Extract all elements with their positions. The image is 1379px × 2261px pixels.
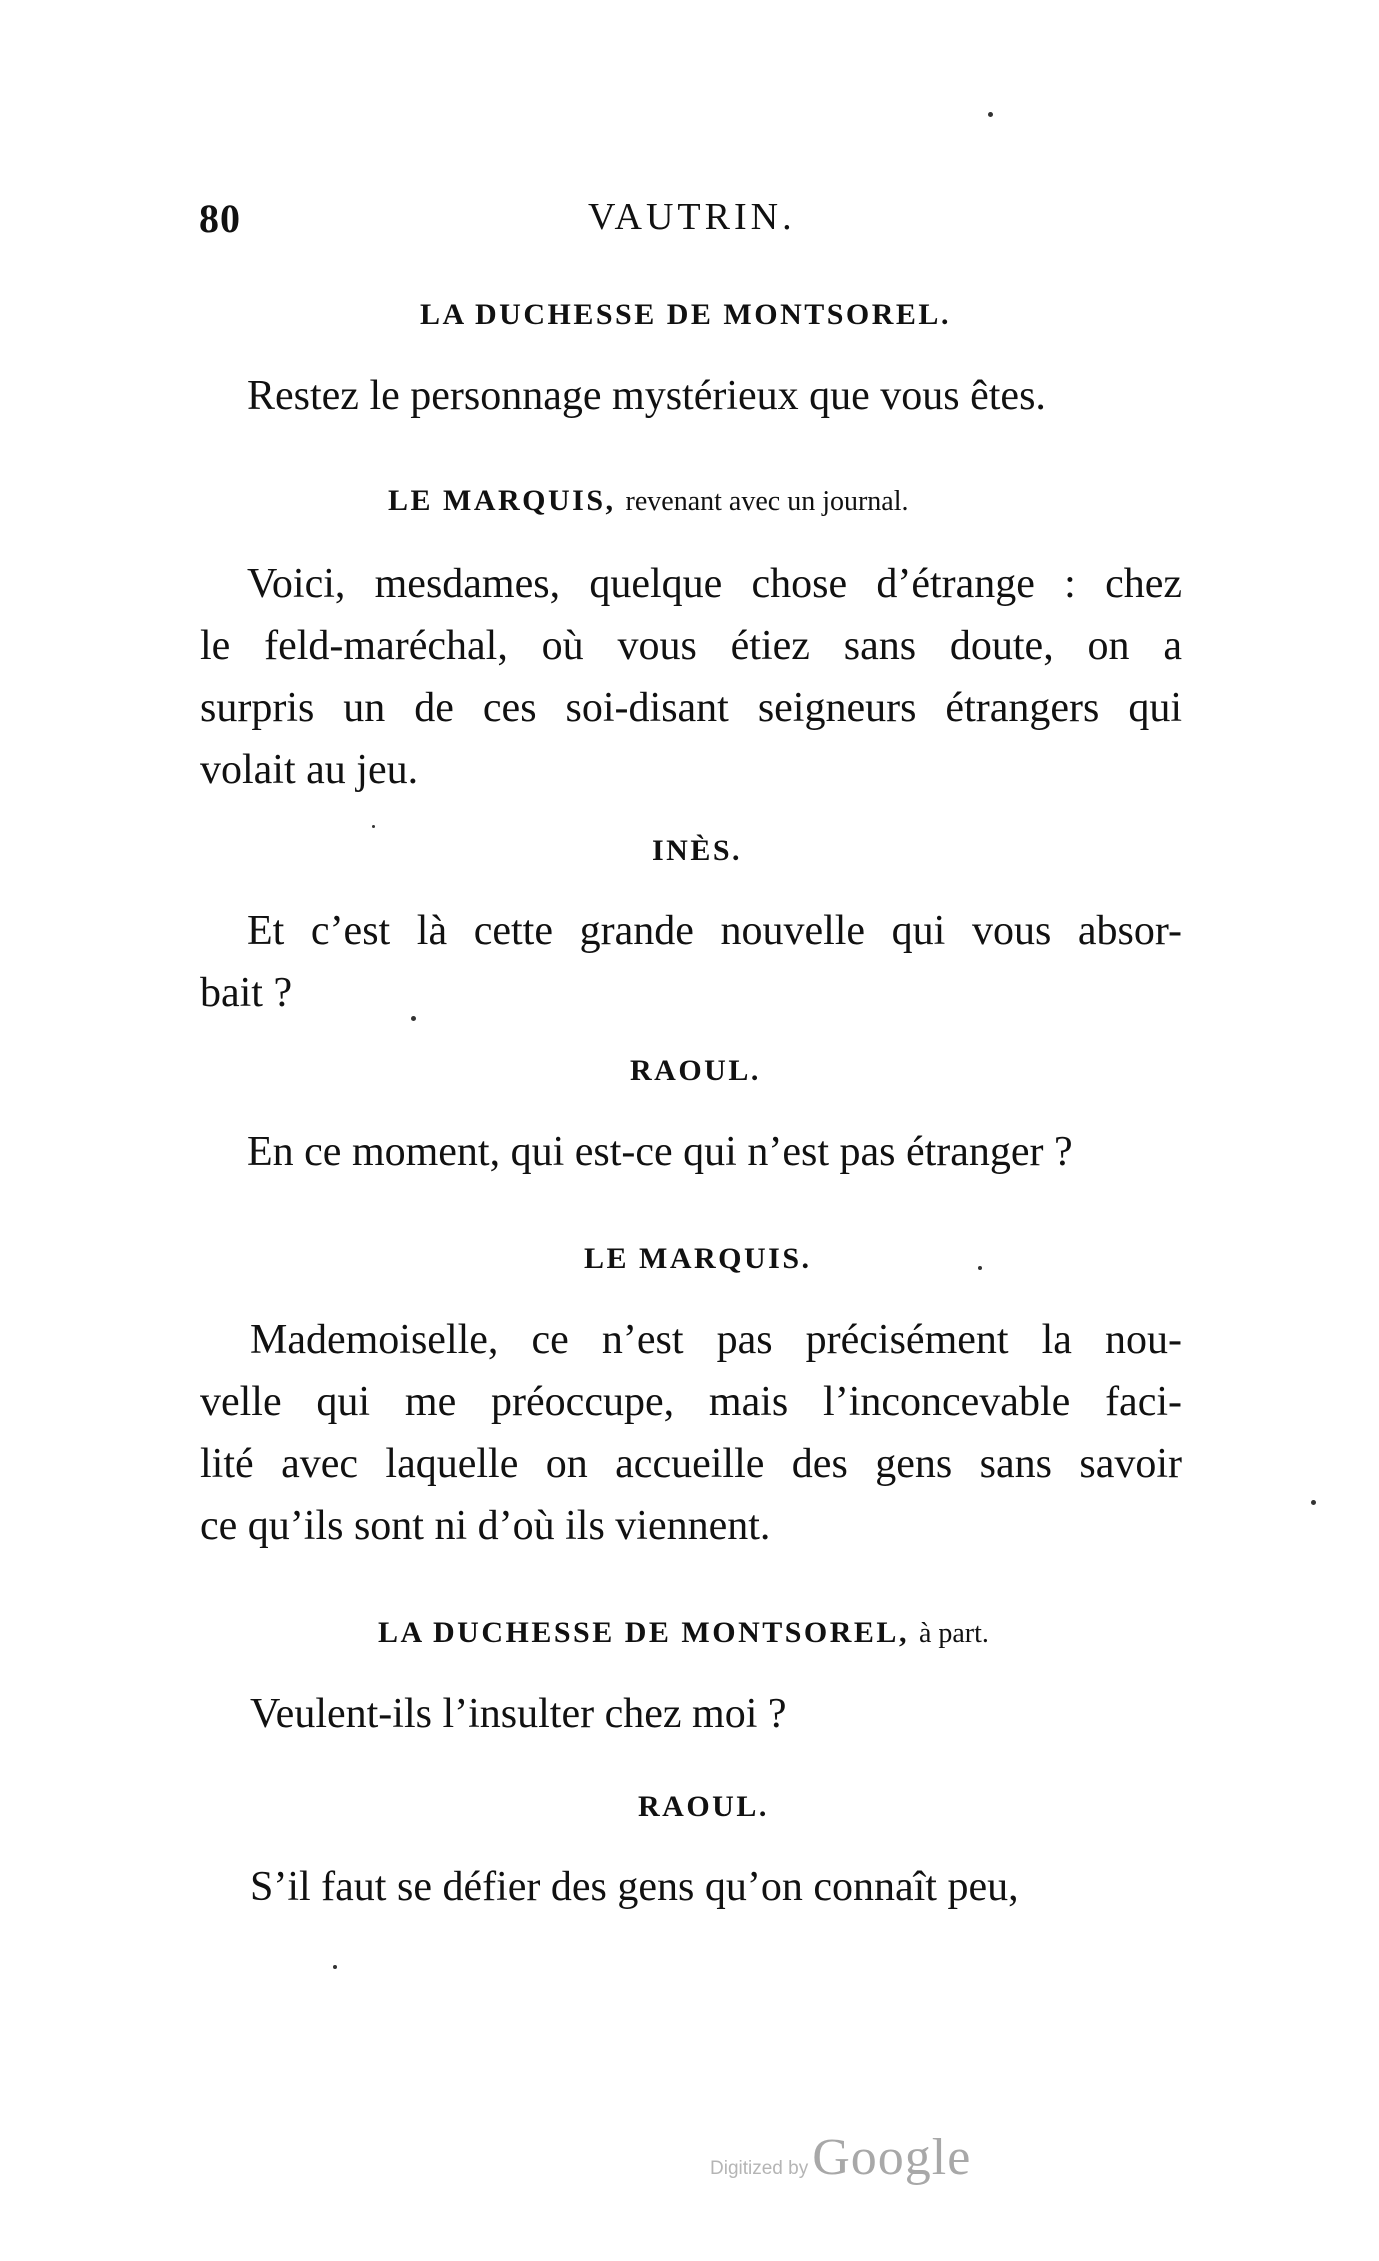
speech-line: volait au jeu.: [200, 747, 419, 793]
speaker-label: INÈS.: [652, 834, 743, 867]
speech-line: S’il faut se défier des gens qu’on connaît peu,: [250, 1864, 1019, 1910]
speech-line: le feld-maréchal, où vous étiez sans doute, on a: [200, 623, 1182, 669]
scan-speck: [988, 112, 993, 117]
speaker-name: [630, 1054, 761, 1088]
speech: [200, 1309, 1182, 1557]
speech: [247, 1121, 1073, 1183]
speech-line: Restez le personnage mystérieux que vous êtes.: [247, 373, 1046, 419]
page-number: 80: [199, 196, 241, 241]
stage-direction: à part.: [918, 1618, 989, 1649]
scan-speck: [978, 1266, 982, 1270]
stage-direction: revenant avec un journal.: [625, 486, 909, 517]
speech-line: velle qui me préoccupe, mais l’inconcevable faci-: [200, 1379, 1182, 1425]
speech: [247, 365, 1046, 427]
speech-line: ce qu’ils sont ni d’où ils viennent.: [200, 1503, 771, 1549]
speaker-name: [420, 298, 951, 332]
speech-line: Veulent-ils l’insulter chez moi ?: [250, 1691, 787, 1737]
scan-speck: [1311, 1500, 1316, 1505]
speech-line: Voici, mesdames, quelque chose d’étrange : chez: [247, 561, 1182, 607]
speech-line: surpris un de ces soi-disant seigneurs étrangers qui: [200, 685, 1182, 731]
speech-line: bait ?: [200, 970, 293, 1016]
speaker-label: RAOUL.: [630, 1054, 761, 1087]
speaker-label: LA DUCHESSE DE MONTSOREL.: [420, 298, 951, 331]
page-header: [0, 195, 1379, 245]
scan-speck: [333, 1965, 337, 1969]
scan-speck: [372, 825, 375, 828]
speech-line: Et c’est là cette grande nouvelle qui vous absor-: [247, 908, 1182, 954]
speech: [200, 900, 1182, 1024]
speaker-name: [638, 1790, 769, 1824]
digitized-watermark: [710, 2128, 971, 2187]
scan-speck: [411, 1016, 416, 1021]
speech: [250, 1683, 787, 1745]
speaker-name: [378, 1616, 989, 1650]
speech-line: lité avec laquelle on accueille des gens sans savoir: [200, 1441, 1182, 1487]
google-logo: Google: [812, 2129, 972, 2186]
speaker-label: LE MARQUIS,: [388, 484, 616, 517]
speech: [200, 553, 1182, 801]
speaker-name: [388, 484, 909, 518]
speech-line: Mademoiselle, ce n’est pas précisément la nou-: [250, 1317, 1182, 1363]
speaker-label: LA DUCHESSE DE MONTSOREL,: [378, 1616, 909, 1649]
digitized-label: Digitized by: [710, 2158, 809, 2179]
running-title: VAUTRIN.: [588, 196, 796, 238]
speaker-label: LE MARQUIS.: [584, 1242, 812, 1275]
speaker-name: [652, 834, 742, 868]
speech: [250, 1856, 1019, 1918]
speaker-name: [584, 1242, 812, 1276]
speaker-label: RAOUL.: [638, 1790, 769, 1823]
speech-line: En ce moment, qui est-ce qui n’est pas étranger ?: [247, 1129, 1073, 1175]
